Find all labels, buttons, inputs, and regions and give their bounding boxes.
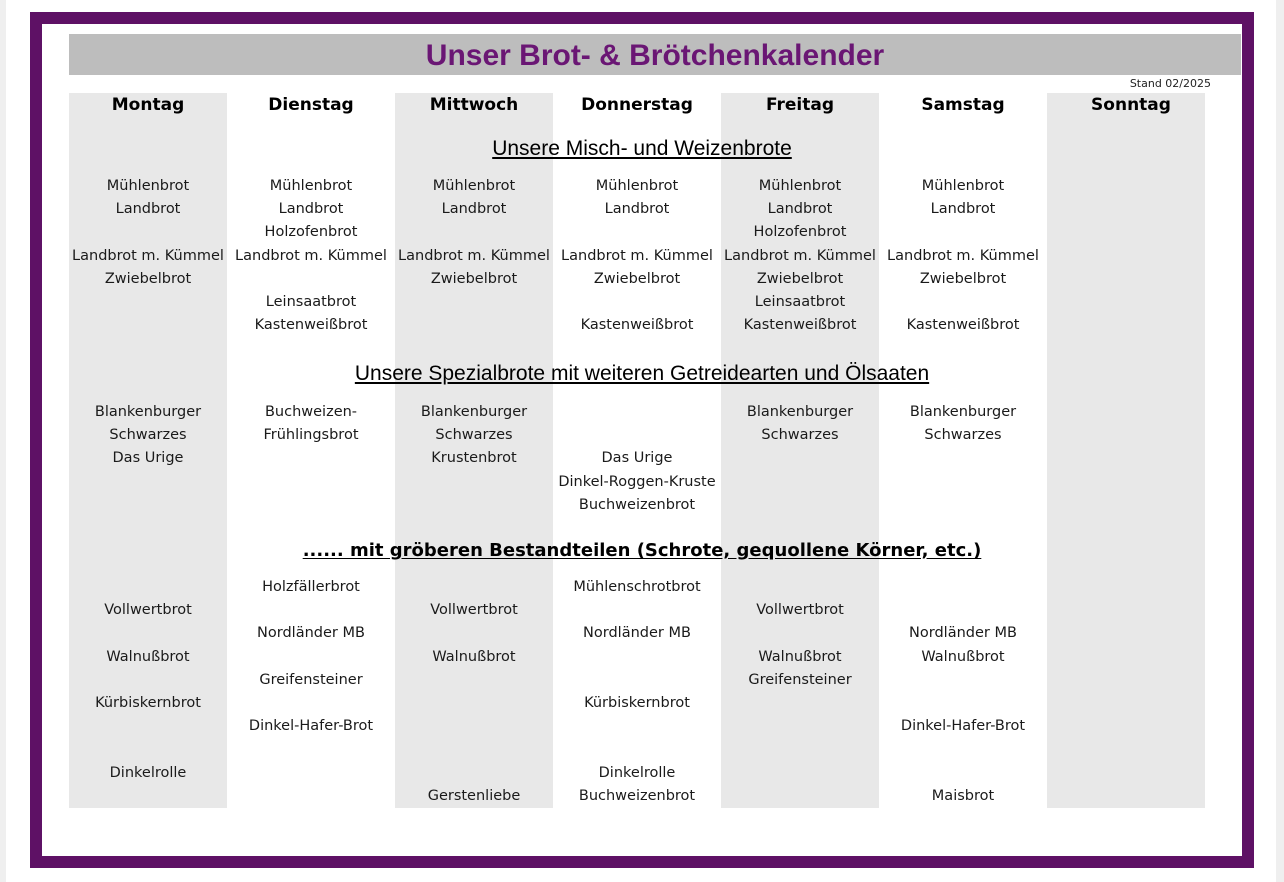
bread-item: Kürbiskernbrot (95, 694, 201, 711)
bread-item (558, 221, 716, 244)
section-heading-misch-weizen: Unsere Misch- und Weizenbrote (492, 137, 792, 160)
bread-item (558, 715, 716, 738)
bread-item: Nordländer MB (583, 625, 691, 642)
bread-item: Schwarzes (761, 427, 839, 444)
bread-item (884, 599, 1042, 622)
bread-item: Mühlenbrot (269, 178, 353, 194)
cell-donnerstag-section-2 (558, 401, 716, 517)
cell-freitag-section-2 (721, 401, 879, 517)
bread-item (558, 738, 716, 761)
bread-item (69, 738, 227, 761)
bread-item: Mühlenbrot (758, 178, 842, 194)
day-header-samstag: Samstag (921, 95, 1005, 115)
bread-item (721, 692, 879, 715)
bread-item: Landbrot m. Kümmel (887, 247, 1039, 264)
bread-item (558, 669, 716, 692)
bread-item: Landbrot m. Kümmel (398, 247, 550, 264)
cell-mittwoch-section-3 (395, 576, 553, 808)
column-bg-sonntag (1047, 93, 1205, 808)
bread-item: Kastenweißbrot (743, 317, 857, 334)
bread-item (721, 715, 879, 738)
bread-item (395, 762, 553, 785)
bread-item (884, 669, 1042, 692)
bread-item (395, 314, 553, 337)
bread-item (558, 424, 716, 447)
bread-item: Landbrot (604, 201, 670, 218)
bread-item: Walnußbrot (758, 648, 842, 665)
cell-freitag-section-3 (721, 576, 879, 808)
bread-item: Landbrot m. Kümmel (561, 247, 713, 264)
bread-item: Landbrot m. Kümmel (724, 247, 876, 264)
day-header-montag: Montag (111, 95, 185, 115)
bread-item: Kastenweißbrot (254, 317, 368, 334)
bread-item (884, 738, 1042, 761)
bread-item: Greifensteiner (748, 671, 852, 688)
bread-item: Mühlenbrot (432, 178, 516, 194)
bread-item (558, 646, 716, 669)
cell-donnerstag-section-3 (558, 576, 716, 808)
bread-item (69, 785, 227, 808)
bread-item (232, 447, 390, 470)
bread-item (69, 576, 227, 599)
cell-samstag-section-3 (884, 576, 1042, 808)
section-heading-spezialbrote: Unsere Spezialbrote mit weiteren Getreidearten und Ölsaaten (354, 362, 930, 385)
bread-item: Holzofenbrot (264, 224, 358, 241)
bread-item: Blankenburger (420, 404, 528, 420)
bread-item (395, 669, 553, 692)
bread-item: Schwarzes (435, 427, 513, 444)
bread-item: Schwarzes (924, 427, 1002, 444)
bread-item: Vollwertbrot (756, 602, 844, 619)
bread-item: Buchweizenbrot (578, 496, 696, 513)
bread-item: Holzfällerbrot (262, 579, 360, 595)
bread-item: Walnußbrot (921, 648, 1005, 665)
bread-item (69, 715, 227, 738)
bread-item: Zwiebelbrot (593, 270, 681, 287)
bread-item (395, 494, 553, 517)
bread-item: Landbrot (930, 201, 996, 218)
cell-mittwoch-section-2 (395, 401, 553, 517)
cell-freitag-section-1 (721, 175, 879, 337)
page-title: Unser Brot- & Brötchenkalender (69, 34, 1241, 75)
bread-item (721, 447, 879, 470)
bread-item: Landbrot (115, 201, 181, 218)
bread-item (69, 669, 227, 692)
section-heading-grobe-bestandteile: ...... mit gröberen Bestandteilen (Schrote, gequollene Körner, etc.) (302, 540, 982, 561)
bread-item: Dinkel-Hafer-Brot (900, 718, 1026, 735)
cell-samstag-section-2 (884, 401, 1042, 517)
bread-item (395, 576, 553, 599)
bread-item (721, 471, 879, 494)
bread-item (395, 622, 553, 645)
bread-item: Leinsaatbrot (754, 293, 846, 310)
bread-item (69, 494, 227, 517)
bread-item (721, 576, 879, 599)
day-header-mittwoch: Mittwoch (429, 95, 519, 115)
bread-item (232, 599, 390, 622)
bread-item: Landbrot (767, 201, 833, 218)
bread-item (558, 599, 716, 622)
bread-item (884, 291, 1042, 314)
bread-item: Nordländer MB (909, 625, 1017, 642)
version-stamp: Stand 02/2025 (1129, 77, 1211, 90)
bread-item (721, 494, 879, 517)
bread-item: Zwiebelbrot (756, 270, 844, 287)
bread-item (721, 738, 879, 761)
cell-mittwoch-section-1 (395, 175, 553, 337)
bread-item: Schwarzes (109, 427, 187, 444)
bread-item: Maisbrot (931, 787, 995, 804)
day-header-donnerstag: Donnerstag (581, 95, 693, 115)
bread-item: Landbrot (441, 201, 507, 218)
bread-item: Mühlenbrot (106, 178, 190, 194)
bread-item: Dinkel-Hafer-Brot (248, 718, 374, 735)
bread-item (232, 471, 390, 494)
bread-item (884, 447, 1042, 470)
bread-item (232, 494, 390, 517)
bread-item (395, 471, 553, 494)
bread-item (232, 646, 390, 669)
day-header-sonntag: Sonntag (1091, 95, 1171, 115)
bread-item (232, 268, 390, 291)
bread-item: Landbrot m. Kümmel (72, 247, 224, 264)
bread-item (721, 762, 879, 785)
bread-item: Buchweizen- (264, 404, 358, 420)
bread-item: Landbrot (278, 201, 344, 218)
bread-item (395, 715, 553, 738)
bread-item: Greifensteiner (259, 671, 363, 688)
bread-item (69, 314, 227, 337)
bread-item: Vollwertbrot (430, 602, 518, 619)
cell-donnerstag-section-1 (558, 175, 716, 337)
bread-item: Dinkelrolle (109, 764, 187, 781)
bread-item (232, 738, 390, 761)
day-header-dienstag: Dienstag (268, 95, 354, 115)
bread-item (232, 762, 390, 785)
bread-item: Dinkelrolle (598, 764, 676, 781)
bread-item (395, 291, 553, 314)
bread-item: Walnußbrot (106, 648, 190, 665)
bread-item (884, 762, 1042, 785)
bread-item: Dinkel-Roggen-Kruste (558, 473, 716, 490)
cell-montag-section-2 (69, 401, 227, 517)
bread-item: Blankenburger (909, 404, 1017, 420)
bread-item: Holzofenbrot (753, 224, 847, 241)
bread-item (884, 494, 1042, 517)
bread-item (395, 692, 553, 715)
bread-item (884, 692, 1042, 715)
bread-item (232, 785, 390, 808)
bread-item (69, 471, 227, 494)
bread-item: Mühlenschrotbrot (573, 579, 701, 595)
bread-item: Landbrot m. Kümmel (235, 247, 387, 264)
bread-item (558, 291, 716, 314)
bread-item: Blankenburger (746, 404, 854, 420)
bread-item: Walnußbrot (432, 648, 516, 665)
bread-item: Mühlenbrot (921, 178, 1005, 194)
bread-item: Vollwertbrot (104, 602, 192, 619)
bread-item (232, 692, 390, 715)
bread-item: Kastenweißbrot (580, 317, 694, 334)
cell-montag-section-3 (69, 576, 227, 808)
bread-item: Kastenweißbrot (906, 317, 1020, 334)
cell-samstag-section-1 (884, 175, 1042, 337)
bread-item (395, 221, 553, 244)
bread-item: Das Urige (601, 450, 673, 467)
bread-item (69, 291, 227, 314)
cell-dienstag-section-1 (232, 175, 390, 337)
cell-montag-section-1 (69, 175, 227, 337)
bread-item (884, 471, 1042, 494)
bread-item: Das Urige (112, 450, 184, 467)
bread-item (884, 221, 1042, 244)
bread-item: Kürbiskernbrot (584, 694, 690, 711)
bread-item (721, 785, 879, 808)
day-header-freitag: Freitag (765, 95, 835, 115)
bread-item: Buchweizenbrot (578, 787, 696, 804)
bread-item: Leinsaatbrot (265, 293, 357, 310)
bread-item (69, 221, 227, 244)
bread-item (558, 401, 716, 424)
bread-item (721, 622, 879, 645)
cell-dienstag-section-2 (232, 401, 390, 517)
bread-item (884, 576, 1042, 599)
bread-item: Blankenburger (94, 404, 202, 420)
bread-item: Frühlingsbrot (263, 427, 359, 444)
bread-item: Mühlenbrot (595, 178, 679, 194)
bread-item: Zwiebelbrot (919, 270, 1007, 287)
bread-item: Zwiebelbrot (104, 270, 192, 287)
bread-item: Zwiebelbrot (430, 270, 518, 287)
bread-item: Krustenbrot (431, 450, 517, 467)
cell-dienstag-section-3 (232, 576, 390, 808)
bread-item: Nordländer MB (257, 625, 365, 642)
bread-item (69, 622, 227, 645)
bread-item: Gerstenliebe (427, 787, 521, 804)
bread-item (395, 738, 553, 761)
